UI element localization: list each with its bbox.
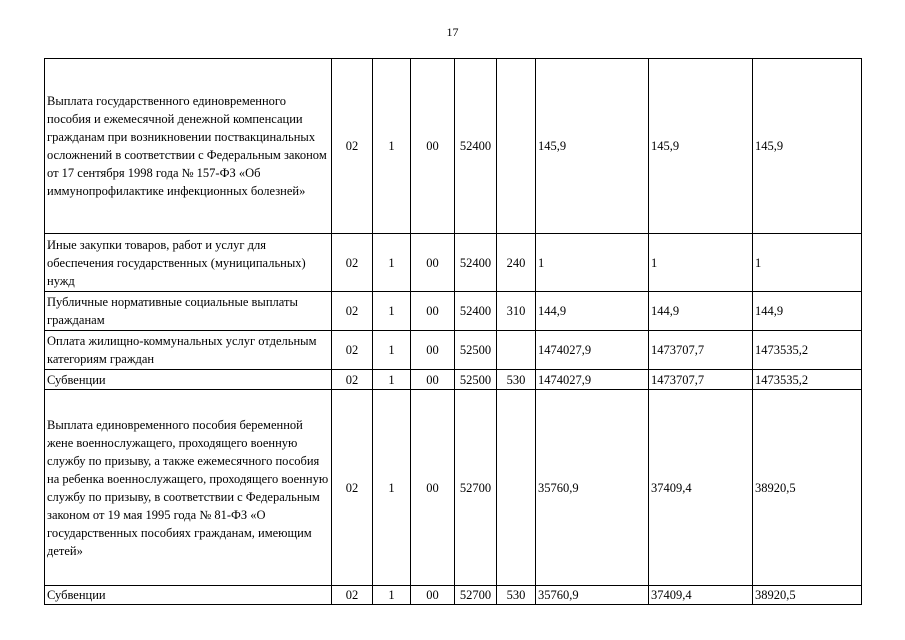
subsection-cell: 1 bbox=[373, 331, 411, 370]
program-code-cell: 00 bbox=[411, 586, 455, 605]
row-name: Субвенции bbox=[45, 586, 332, 605]
row-name: Субвенции bbox=[45, 370, 332, 390]
year1-value: 35760,9 bbox=[536, 390, 649, 586]
program-code-cell: 00 bbox=[411, 370, 455, 390]
program-code-cell: 00 bbox=[411, 390, 455, 586]
expense-type-cell bbox=[497, 331, 536, 370]
row-name: Оплата жилищно-коммунальных услуг отдельным категориям граждан bbox=[45, 331, 332, 370]
section-cell: 02 bbox=[332, 390, 373, 586]
program-code-cell: 00 bbox=[411, 234, 455, 292]
article-cell: 52700 bbox=[455, 586, 497, 605]
subsection-cell: 1 bbox=[373, 390, 411, 586]
table-row bbox=[45, 370, 862, 390]
table-row bbox=[45, 59, 862, 234]
section-cell: 02 bbox=[332, 370, 373, 390]
table-row bbox=[45, 234, 862, 292]
year1-value: 1474027,9 bbox=[536, 331, 649, 370]
year1-value: 144,9 bbox=[536, 292, 649, 331]
year3-value: 1473535,2 bbox=[753, 331, 862, 370]
row-name: Выплата единовременного пособия беременной жене военнослужащего, проходящего военную службу по призыву, а также ежемесячного пособия на ребенка военнослужащего, проходящего военную службу по призыву, в соответствии с Федеральным законом от 19 мая 1995 года № 81-ФЗ «О государственных пособиях гражданам, имеющим детей» bbox=[45, 390, 332, 586]
table-row bbox=[45, 390, 862, 586]
expense-type-cell bbox=[497, 390, 536, 586]
year3-value: 144,9 bbox=[753, 292, 862, 331]
program-code-cell: 00 bbox=[411, 331, 455, 370]
year1-value: 145,9 bbox=[536, 59, 649, 234]
subsection-cell: 1 bbox=[373, 292, 411, 331]
page-number: 17 bbox=[446, 25, 459, 39]
subsection-cell: 1 bbox=[373, 586, 411, 605]
subsection-cell: 1 bbox=[373, 59, 411, 234]
year2-value: 1473707,7 bbox=[649, 331, 753, 370]
article-cell: 52700 bbox=[455, 390, 497, 586]
year3-value: 38920,5 bbox=[753, 586, 862, 605]
article-cell: 52400 bbox=[455, 292, 497, 331]
section-cell: 02 bbox=[332, 59, 373, 234]
section-cell: 02 bbox=[332, 234, 373, 292]
expense-type-cell: 530 bbox=[497, 586, 536, 605]
subsection-cell: 1 bbox=[373, 370, 411, 390]
program-code-cell: 00 bbox=[411, 59, 455, 234]
program-code-cell: 00 bbox=[411, 292, 455, 331]
expense-type-cell: 240 bbox=[497, 234, 536, 292]
year3-value: 1 bbox=[753, 234, 862, 292]
year3-value: 145,9 bbox=[753, 59, 862, 234]
table-row bbox=[45, 292, 862, 331]
year3-value: 38920,5 bbox=[753, 390, 862, 586]
article-cell: 52400 bbox=[455, 234, 497, 292]
table-row bbox=[45, 331, 862, 370]
section-cell: 02 bbox=[332, 586, 373, 605]
expense-type-cell: 530 bbox=[497, 370, 536, 390]
year1-value: 1 bbox=[536, 234, 649, 292]
article-cell: 52500 bbox=[455, 370, 497, 390]
section-cell: 02 bbox=[332, 331, 373, 370]
year2-value: 37409,4 bbox=[649, 586, 753, 605]
year1-value: 35760,9 bbox=[536, 586, 649, 605]
section-cell: 02 bbox=[332, 292, 373, 331]
year2-value: 144,9 bbox=[649, 292, 753, 331]
year1-value: 1474027,9 bbox=[536, 370, 649, 390]
year2-value: 1 bbox=[649, 234, 753, 292]
article-cell: 52400 bbox=[455, 59, 497, 234]
budget-table bbox=[44, 58, 862, 605]
row-name: Выплата государственного единовременного пособия и ежемесячной денежной компенсации гражданам при возникновении поствакцинальных осложнений в соответствии с Федеральным законом от 17 сентября 1998 года № 157-ФЗ «Об иммунопрофилактике инфекционных болезней» bbox=[45, 59, 332, 234]
subsection-cell: 1 bbox=[373, 234, 411, 292]
year2-value: 145,9 bbox=[649, 59, 753, 234]
year2-value: 37409,4 bbox=[649, 390, 753, 586]
expense-type-cell: 310 bbox=[497, 292, 536, 331]
year3-value: 1473535,2 bbox=[753, 370, 862, 390]
year2-value: 1473707,7 bbox=[649, 370, 753, 390]
row-name: Публичные нормативные социальные выплаты гражданам bbox=[45, 292, 332, 331]
table-row bbox=[45, 586, 862, 605]
expense-type-cell bbox=[497, 59, 536, 234]
row-name: Иные закупки товаров, работ и услуг для обеспечения государственных (муниципальных) нужд bbox=[45, 234, 332, 292]
article-cell: 52500 bbox=[455, 331, 497, 370]
table-body bbox=[45, 59, 862, 605]
